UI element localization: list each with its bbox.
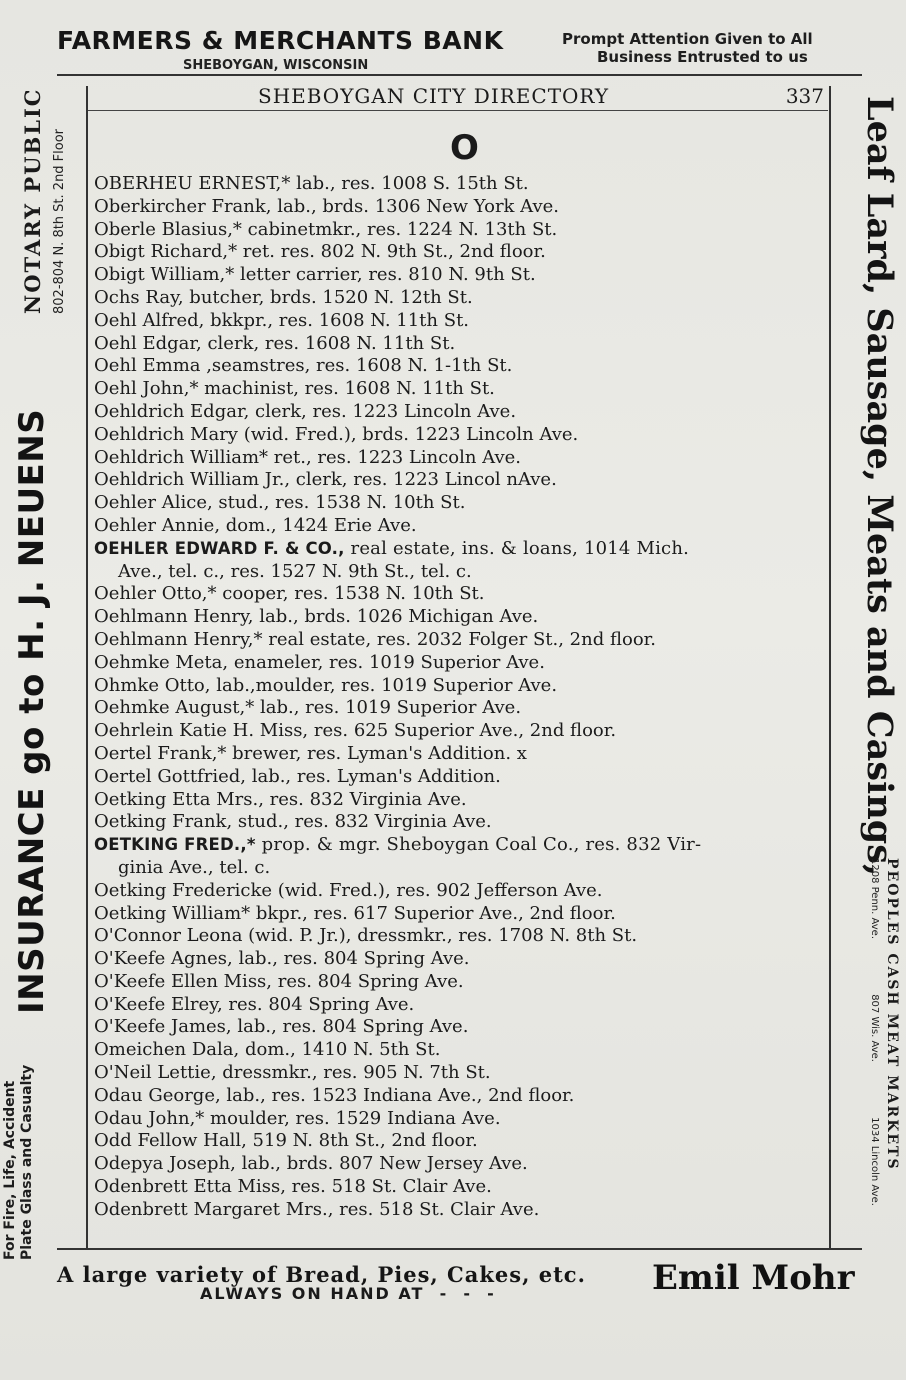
left-side-advertisement (0, 88, 86, 1260)
insurance-types-line-2: Plate Glass and Casualty (19, 1064, 35, 1260)
left-frame-line (86, 86, 88, 1248)
page-number: 337 (785, 84, 824, 108)
directory-entry: Oehler Alice, stud., res. 1538 N. 10th St. (94, 492, 466, 514)
insurance-types-line-1: For Fire, Life, Accident (2, 1080, 18, 1260)
entry-details: prop. & mgr. Sheboygan Coal Co., res. 832 Vir- (255, 834, 702, 856)
directory-entry: Oehl John,* machinist, res. 1608 N. 11th St. (94, 378, 495, 400)
directory-entry: Oehler Otto,* cooper, res. 1538 N. 10th St. (94, 583, 485, 605)
directory-entry: Odd Fellow Hall, 519 N. 8th St., 2nd floor. (94, 1130, 478, 1152)
directory-entry: Oehl Alfred, bkkpr., res. 1608 N. 11th St. (94, 309, 470, 331)
directory-entry: Omeichen Dala, dom., 1410 N. 5th St. (94, 1039, 441, 1061)
bank-tagline-1: Prompt Attention Given to All (562, 30, 813, 48)
directory-entry: Odenbrett Etta Miss, res. 518 St. Clair Ave. (94, 1176, 492, 1198)
directory-entry: Oehldrich William* ret., res. 1223 Lincoln Ave. (94, 446, 521, 468)
directory-entry: Oehrlein Katie H. Miss, res. 625 Superior Ave., 2nd floor. (94, 720, 617, 742)
directory-title: SHEBOYGAN CITY DIRECTORY (258, 84, 610, 108)
directory-entry-continuation: ginia Ave., tel. c. (118, 856, 271, 878)
directory-entry: Oetking Etta Mrs., res. 832 Virginia Ave. (94, 788, 467, 810)
directory-entry: O'Keefe James, lab., res. 804 Spring Ave. (94, 1016, 469, 1038)
directory-entry: Oertel Gottfried, lab., res. Lyman's Addition. (94, 765, 501, 787)
directory-entry: Oertel Frank,* brewer, res. Lyman's Addition. x (94, 742, 527, 764)
directory-entry: Obigt Richard,* ret. res. 802 N. 9th St., 2nd floor. (94, 241, 546, 263)
meat-market-address: 807 Wis. Ave. (869, 994, 880, 1062)
directory-entry: Odenbrett Margaret Mrs., res. 518 St. Clair Ave. (94, 1198, 540, 1220)
directory-entry-continuation: Ave., tel. c., res. 1527 N. 9th St., tel. c. (118, 560, 472, 582)
section-letter: O (450, 128, 479, 168)
directory-entry: Obigt William,* letter carrier, res. 810 N. 9th St. (94, 264, 536, 286)
bank-name: FARMERS & MERCHANTS BANK (57, 26, 504, 55)
top-advertisement (0, 0, 906, 78)
directory-entry: Oehldrich Edgar, clerk, res. 1223 Lincoln Ave. (94, 400, 517, 422)
bakery-slogan: A large variety of Bread, Pies, Cakes, etc. (57, 1262, 586, 1287)
bank-city: SHEBOYGAN, WISCONSIN (183, 58, 369, 73)
meat-market-address: 1208 Penn. Ave. (869, 858, 880, 939)
directory-entry: Oehmke Meta, enameler, res. 1019 Superior Ave. (94, 651, 545, 673)
directory-entry: Oehl Emma ,seamstres, res. 1608 N. 1-1th St. (94, 355, 513, 377)
entry-details: real estate, ins. & loans, 1014 Mich. (344, 537, 690, 559)
directory-entry: Odepya Joseph, lab., brds. 807 New Jersey Ave. (94, 1153, 528, 1175)
directory-entry: Odau John,* moulder, res. 1529 Indiana Ave. (94, 1107, 501, 1129)
directory-entry: Odau George, lab., res. 1523 Indiana Ave., 2nd floor. (94, 1084, 575, 1106)
directory-entry: Oehler Annie, dom., 1424 Erie Ave. (94, 514, 417, 536)
directory-entry: O'Keefe Elrey, res. 804 Spring Ave. (94, 993, 415, 1015)
bank-tagline-2: Business Entrusted to us (597, 48, 808, 66)
insurance-agent: INSURANCE go to H. J. NEUENS (12, 408, 52, 1014)
directory-entry: Oehmke August,* lab., res. 1019 Superior Ave. (94, 697, 522, 719)
running-head (88, 84, 828, 111)
meat-market-slogan: Leaf Lard, Sausage, Meats and Casings, (859, 96, 900, 877)
entry-business-name: OEHLER EDWARD F. & CO., (94, 538, 345, 558)
top-rule (57, 74, 862, 76)
directory-entry: Oehl Edgar, clerk, res. 1608 N. 11th St. (94, 332, 456, 354)
directory-entry: Oetking William* bkpr., res. 617 Superior Ave., 2nd floor. (94, 902, 616, 924)
directory-entry: Oetking Frank, stud., res. 832 Virginia Ave. (94, 811, 492, 833)
directory-entry (94, 538, 828, 561)
agent-address: 802-804 N. 8th St. 2nd Floor (52, 128, 67, 314)
directory-entry: O'Keefe Agnes, lab., res. 804 Spring Ave. (94, 948, 470, 970)
meat-market-name: PEOPLES CASH MEAT MARKETS (884, 858, 900, 1171)
directory-entry: OBERHEU ERNEST,* lab., res. 1008 S. 15th St. (94, 173, 529, 194)
directory-entry: O'Neil Lettie, dressmkr., res. 905 N. 7th St. (94, 1062, 491, 1084)
entry-business-name: OETKING FRED.,* (94, 835, 256, 855)
right-side-advertisement (830, 88, 906, 1258)
directory-entry: Oehlmann Henry,* real estate, res. 2032 Folger St., 2nd floor. (94, 628, 656, 650)
directory-entry: Oetking Fredericke (wid. Fred.), res. 902 Jefferson Ave. (94, 879, 603, 901)
directory-entry: Oberle Blasius,* cabinetmkr., res. 1224 N. 13th St. (94, 218, 558, 240)
directory-entry: Oberkircher Frank, lab., brds. 1306 New York Ave. (94, 195, 559, 217)
directory-entry: O'Keefe Ellen Miss, res. 804 Spring Ave. (94, 970, 464, 992)
directory-entries (94, 173, 828, 1222)
notary-public: NOTARY PUBLIC (20, 87, 45, 314)
insurance-types (2, 1020, 36, 1260)
directory-entry: Oehldrich Mary (wid. Fred.), brds. 1223 Lincoln Ave. (94, 423, 579, 445)
bottom-rule (57, 1248, 862, 1250)
directory-entry (94, 834, 828, 857)
meat-market-address: 1034 Lincoln Ave. (869, 1117, 880, 1206)
directory-entry: Ohmke Otto, lab.,moulder, res. 1019 Superior Ave. (94, 674, 558, 696)
directory-entry: Ochs Ray, butcher, brds. 1520 N. 12th St. (94, 286, 473, 308)
directory-entry: Oehldrich William Jr., clerk, res. 1223 Lincol nAve. (94, 469, 557, 491)
meat-market-addresses (869, 858, 880, 1258)
bakery-slogan-2: ALWAYS ON HAND AT - - - (200, 1284, 496, 1303)
directory-entry: O'Connor Leona (wid. P. Jr.), dressmkr., res. 1708 N. 8th St. (94, 925, 638, 947)
directory-entry: Oehlmann Henry, lab., brds. 1026 Michigan Ave. (94, 606, 539, 628)
bakery-name: Emil Mohr (652, 1258, 855, 1298)
